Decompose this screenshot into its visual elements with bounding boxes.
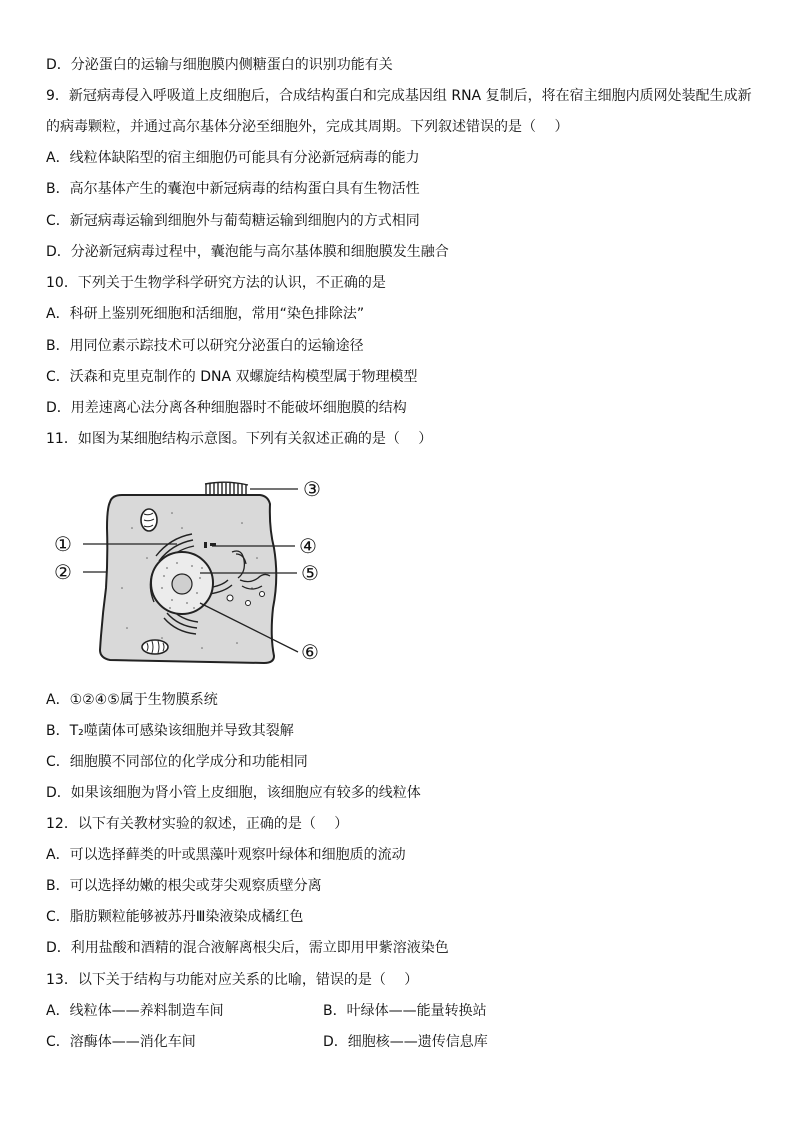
- q9-option-d: D．分泌新冠病毒过程中，囊泡能与高尔基体膜和细胞膜发生融合: [46, 244, 449, 260]
- q10-option-b: B．用同位素示踪技术可以研究分泌蛋白的运输途径: [46, 338, 364, 354]
- mitochondrion-bottom: [142, 640, 168, 654]
- q11-option-d: D．如果该细胞为肾小管上皮细胞，该细胞应有较多的线粒体: [46, 785, 421, 801]
- q11-option-c: C．细胞膜不同部位的化学成分和功能相同: [46, 754, 308, 770]
- microvilli: [205, 482, 248, 495]
- q10-option-c: C．沃森和克里克制作的 DNA 双螺旋结构模型属于物理模型: [46, 369, 418, 385]
- label-3: ③: [303, 477, 321, 501]
- q8-option-d: D．分泌蛋白的运输与细胞膜内侧糖蛋白的识别功能有关: [46, 57, 393, 73]
- q13-stem: 13．以下关于结构与功能对应关系的比喻，错误的是（ ）: [46, 972, 419, 988]
- q12-option-c: C．脂肪颗粒能够被苏丹Ⅲ染液染成橘红色: [46, 909, 304, 925]
- q10-option-d: D．用差速离心法分离各种细胞器时不能破坏细胞膜的结构: [46, 400, 407, 416]
- q11-stem: 11．如图为某细胞结构示意图。下列有关叙述正确的是（ ）: [46, 431, 433, 447]
- q12-stem: 12．以下有关教材实验的叙述，正确的是（ ）: [46, 816, 349, 832]
- q12-option-d: D．利用盐酸和酒精的混合液解离根尖后，需立即用甲紫溶液染色: [46, 940, 449, 956]
- q11-option-a: A．①②④⑤属于生物膜系统: [46, 692, 218, 708]
- label-1: ①: [54, 532, 72, 556]
- label-2: ②: [54, 560, 72, 584]
- q13-option-d: D．细胞核——遗传信息库: [323, 1034, 488, 1050]
- q13-option-a: A．线粒体——养料制造车间: [46, 1003, 224, 1019]
- q9-stem-line2: 的病毒颗粒，并通过高尔基体分泌至细胞外，完成其周期。下列叙述错误的是（ ）: [46, 119, 569, 135]
- q9-option-a: A．线粒体缺陷型的宿主细胞仍可能具有分泌新冠病毒的能力: [46, 150, 420, 166]
- label-4: ④: [299, 534, 317, 558]
- q12-option-a: A．可以选择藓类的叶或黑藻叶观察叶绿体和细胞质的流动: [46, 847, 406, 863]
- label-5: ⑤: [301, 561, 319, 585]
- label-6: ⑥: [301, 640, 319, 664]
- q13-option-b: B．叶绿体——能量转换站: [323, 1003, 487, 1019]
- q13-option-c: C．溶酶体——消化车间: [46, 1034, 196, 1050]
- q9-option-b: B．高尔基体产生的囊泡中新冠病毒的结构蛋白具有生物活性: [46, 181, 420, 197]
- q9-option-c: C．新冠病毒运输到细胞外与葡萄糖运输到细胞内的方式相同: [46, 213, 420, 229]
- q12-option-b: B．可以选择幼嫩的根尖或芽尖观察质壁分离: [46, 878, 322, 894]
- nucleolus: [172, 574, 192, 594]
- q11-option-b: B．T₂噬菌体可感染该细胞并导致其裂解: [46, 723, 294, 739]
- mitochondrion-top: [141, 509, 157, 531]
- q10-option-a: A．科研上鉴别死细胞和活细胞，常用“染色排除法”: [46, 306, 365, 322]
- cell-structure-figure: [52, 468, 342, 668]
- q10-stem: 10．下列关于生物学科学研究方法的认识，不正确的是: [46, 275, 386, 291]
- q9-stem-line1: 9．新冠病毒侵入呼吸道上皮细胞后，合成结构蛋白和完成基因组 RNA 复制后，将在宿主细胞内质网处装配生成新: [46, 88, 752, 104]
